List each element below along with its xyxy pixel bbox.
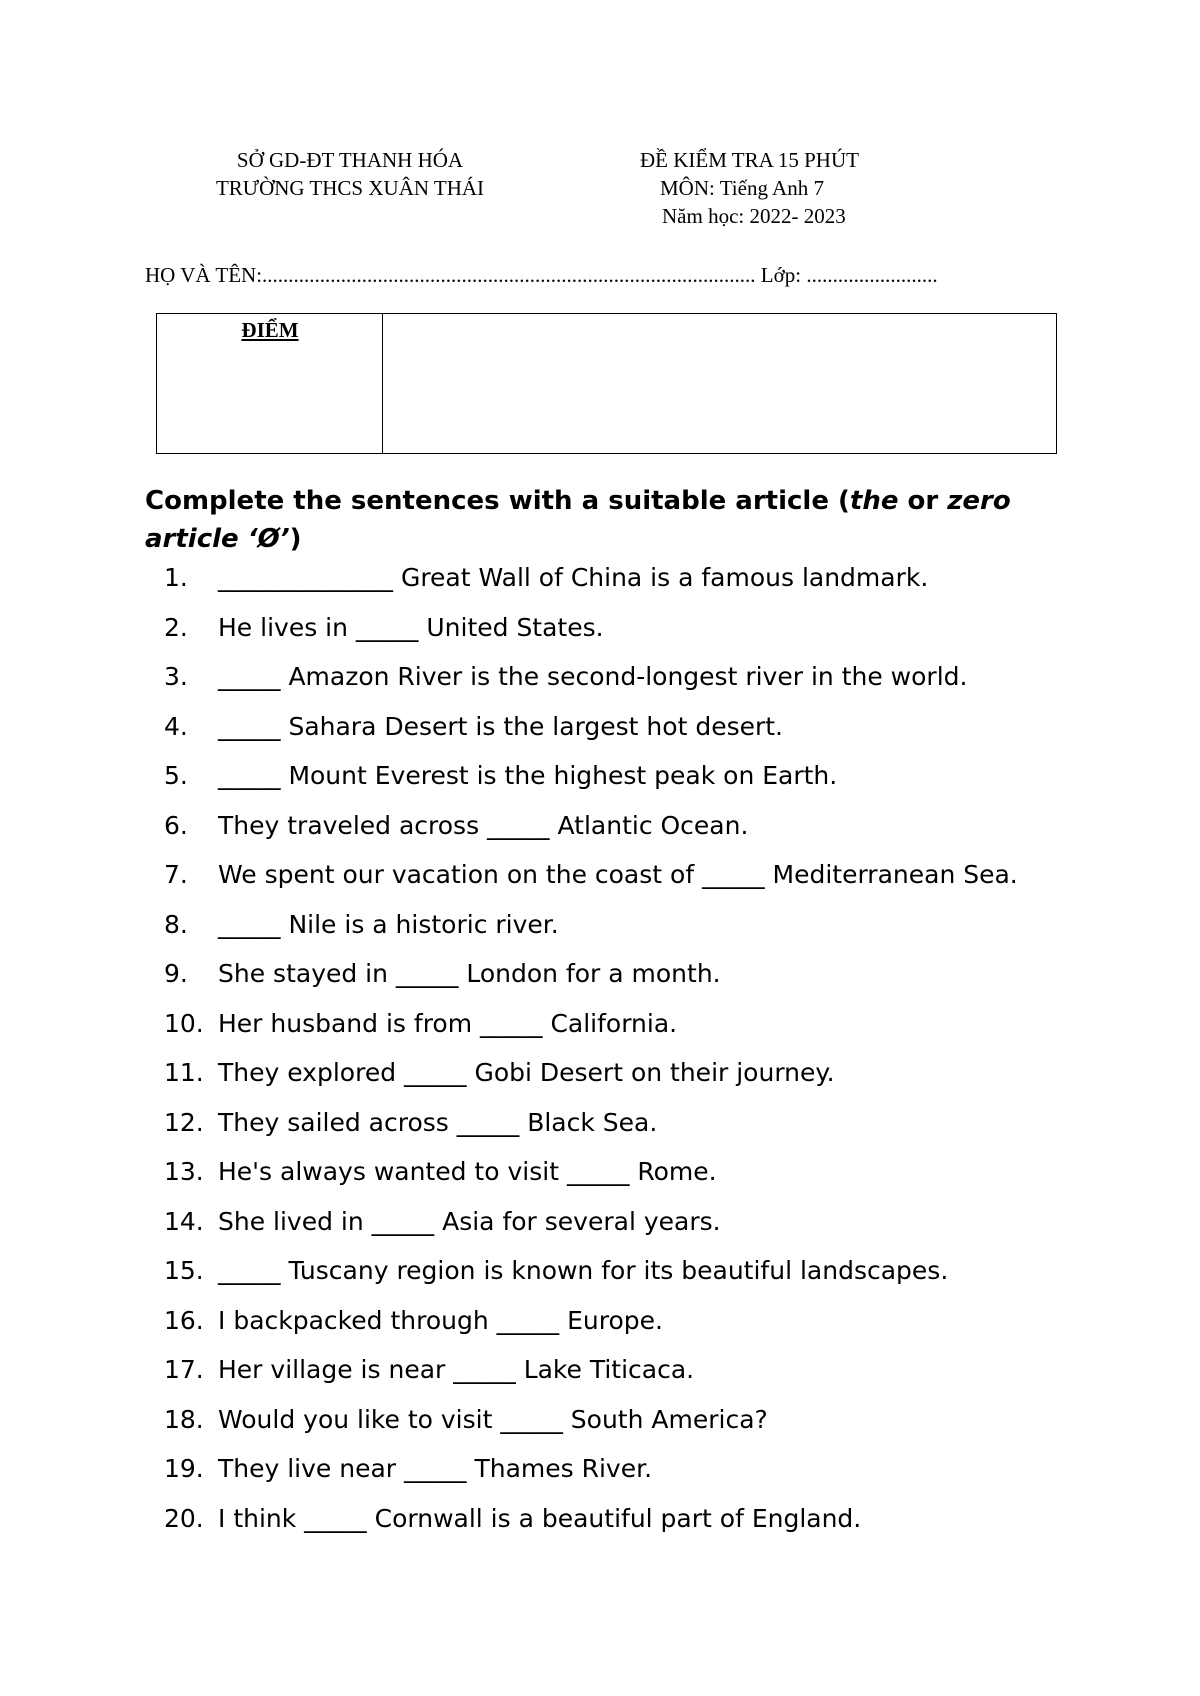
question-text: They traveled across _____ Atlantic Ocean. [218,810,749,840]
question-item [0,1296,1200,1346]
question-list [0,553,1200,1543]
question-item [0,1246,1200,1296]
question-item [0,1494,1200,1544]
department-name: SỞ GD-ĐT THANH HÓA [236,148,464,172]
question-number: 8. [164,909,188,939]
question-text: She lived in _____ Asia for several years. [218,1206,721,1236]
instruction-close: ) [289,524,302,554]
question-number: 6. [164,810,188,840]
school-header [175,146,525,202]
question-number: 14. [164,1206,204,1236]
question-number: 17. [164,1355,204,1384]
score-box [156,313,1057,454]
question-text: ______________ Great Wall of China is a famous landmark. [218,563,929,592]
test-title: ĐỀ KIỂM TRA 15 PHÚT [640,148,859,172]
question-text: _____ Nile is a historic river. [218,909,559,939]
question-text: Would you like to visit _____ South America? [218,1404,768,1434]
question-text: He's always wanted to visit _____ Rome. [218,1157,717,1186]
question-text: They sailed across _____ Black Sea. [218,1107,658,1137]
question-item [0,603,1200,653]
question-number: 19. [164,1454,204,1483]
question-item [0,1395,1200,1445]
question-number: 10. [164,1008,204,1038]
question-number: 7. [164,860,188,889]
question-text: I backpacked through _____ Europe. [218,1305,663,1335]
question-text: I think _____ Cornwall is a beautiful part of England. [218,1503,862,1533]
question-number: 15. [164,1256,204,1285]
question-text: _____ Tuscany region is known for its beautiful landscapes. [218,1256,949,1285]
question-text: He lives in _____ United States. [218,612,604,642]
question-number: 12. [164,1107,204,1137]
instruction-the: the [849,486,899,516]
question-item [0,1147,1200,1197]
question-item [0,1444,1200,1494]
question-text: She stayed in _____ London for a month. [218,959,721,988]
question-text: _____ Amazon River is the second-longest river in the world. [218,662,968,691]
question-text: They live near _____ Thames River. [218,1454,653,1483]
question-item [0,850,1200,900]
question-item [0,1098,1200,1148]
test-subject: MÔN: Tiếng Anh 7 [660,176,824,200]
question-number: 5. [164,761,188,790]
question-number: 1. [164,563,188,592]
score-label: ĐIỂM [241,318,299,342]
test-header [640,146,859,230]
question-item [0,702,1200,752]
question-item [0,801,1200,851]
instruction-zero: zero article ‘Ø’ [145,486,1011,554]
question-text: _____ Mount Everest is the highest peak on Earth. [218,761,838,790]
question-item [0,1197,1200,1247]
question-item [0,751,1200,801]
question-text: _____ Sahara Desert is the largest hot desert. [218,711,784,741]
question-number: 11. [164,1058,204,1087]
question-item [0,553,1200,603]
student-name-class-line: HỌ VÀ TÊN:.............................................................................................. Lớp: ......................... [145,263,938,287]
school-name: TRƯỜNG THCS XUÂN THÁI [215,176,485,200]
question-number: 4. [164,711,188,741]
question-number: 18. [164,1404,204,1434]
question-number: 20. [164,1503,204,1533]
question-item [0,949,1200,999]
question-text: We spent our vacation on the coast of _____ Mediterranean Sea. [218,860,1018,889]
question-item [0,652,1200,702]
question-number: 3. [164,662,188,691]
question-text: Her husband is from _____ California. [218,1008,678,1038]
question-number: 16. [164,1305,204,1335]
question-number: 9. [164,959,188,988]
question-item [0,1345,1200,1395]
question-text: Her village is near _____ Lake Titicaca. [218,1355,695,1384]
question-text: They explored _____ Gobi Desert on their journey. [218,1058,835,1087]
question-number: 2. [164,612,188,642]
question-item [0,999,1200,1049]
question-item [0,900,1200,950]
exercise-instruction [145,482,1105,558]
question-item [0,1048,1200,1098]
instruction-or: or [898,486,948,516]
question-number: 13. [164,1157,204,1186]
school-year: Năm học: 2022- 2023 [662,204,846,228]
instruction-text: Complete the sentences with a suitable article ( [145,486,850,516]
